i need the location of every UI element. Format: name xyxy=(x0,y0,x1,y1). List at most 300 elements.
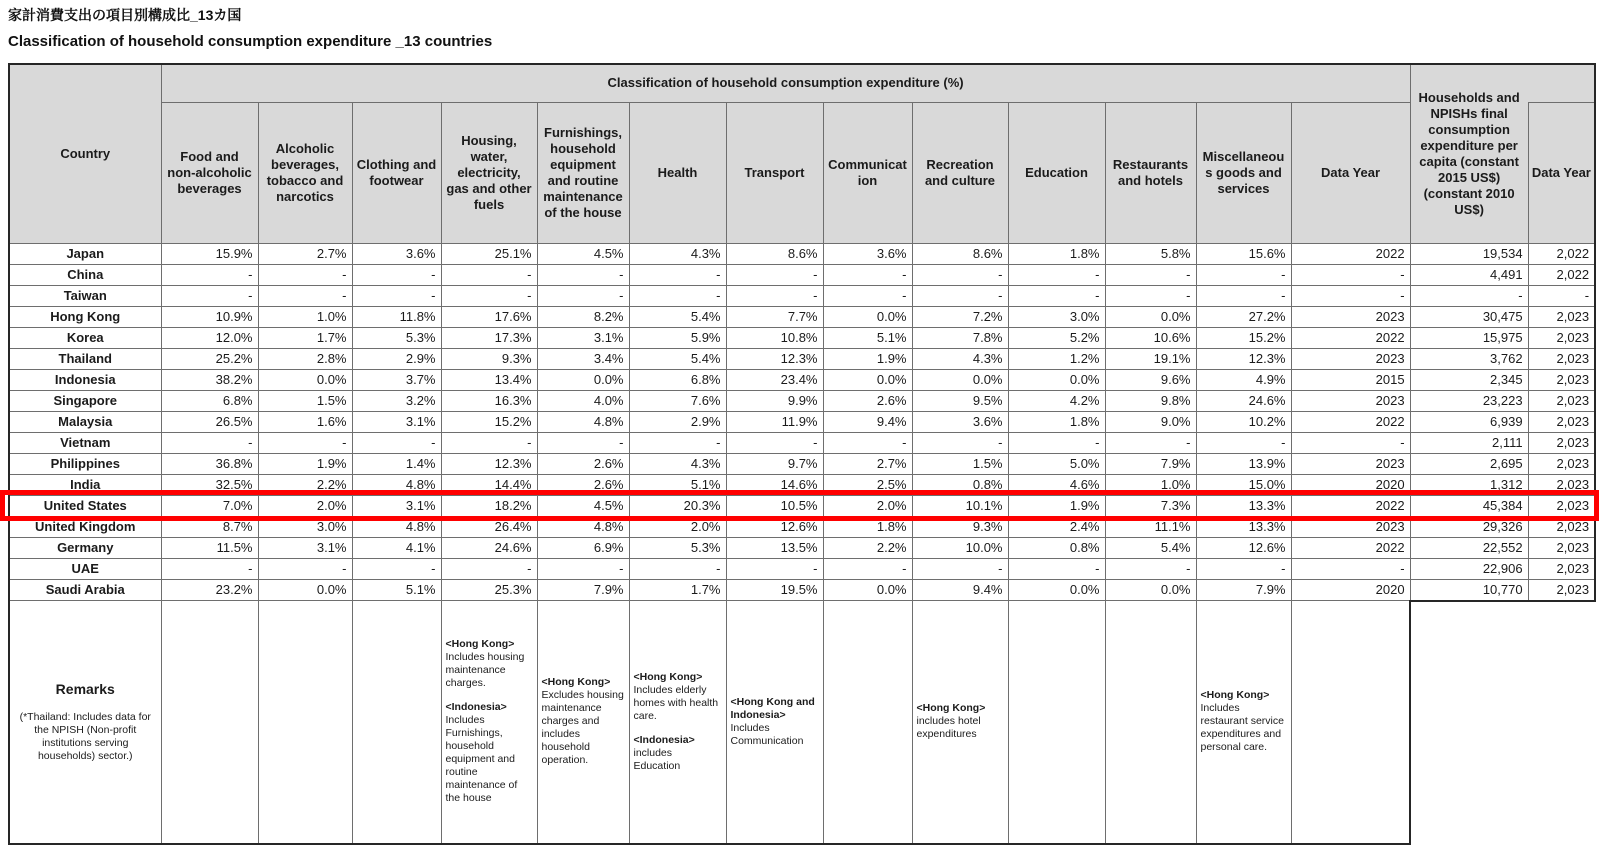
value-cell: 2,023 xyxy=(1528,348,1595,369)
title-japanese: 家計消費支出の項目別構成比_13カ国 xyxy=(8,7,242,23)
table-row xyxy=(9,306,1595,327)
value-cell: - xyxy=(537,285,629,306)
value-cell: 0.0% xyxy=(1008,579,1105,601)
value-cell: 0.0% xyxy=(1105,579,1196,601)
value-cell: - xyxy=(441,264,537,285)
value-cell: 9.7% xyxy=(726,453,823,474)
value-cell: 6.8% xyxy=(161,390,258,411)
value-cell: 3.4% xyxy=(537,348,629,369)
value-cell: 6.8% xyxy=(629,369,726,390)
country-cell: UAE xyxy=(9,558,161,579)
table-row xyxy=(9,285,1595,306)
value-cell: 23,223 xyxy=(1410,390,1528,411)
value-cell: 2023 xyxy=(1291,306,1410,327)
value-cell: 7.9% xyxy=(1105,453,1196,474)
value-cell: 36.8% xyxy=(161,453,258,474)
value-cell: - xyxy=(1291,264,1410,285)
table-row xyxy=(9,474,1595,495)
table-row xyxy=(9,264,1595,285)
value-cell: 1.9% xyxy=(823,348,912,369)
value-cell: - xyxy=(537,264,629,285)
value-cell: 0.0% xyxy=(1105,306,1196,327)
value-cell: 15.2% xyxy=(441,411,537,432)
value-cell: 10.2% xyxy=(1196,411,1291,432)
value-cell: - xyxy=(352,432,441,453)
table-row xyxy=(9,390,1595,411)
value-cell: 38.2% xyxy=(161,369,258,390)
value-cell: 4.2% xyxy=(1008,390,1105,411)
value-cell: 12.3% xyxy=(726,348,823,369)
value-cell: 2.2% xyxy=(823,537,912,558)
value-cell: - xyxy=(1008,432,1105,453)
table-row xyxy=(9,516,1595,537)
value-cell: 2022 xyxy=(1291,327,1410,348)
value-cell: - xyxy=(161,264,258,285)
header-group-row xyxy=(9,64,1595,102)
value-cell: 9.5% xyxy=(912,390,1008,411)
value-cell: 1.5% xyxy=(912,453,1008,474)
value-cell: 25.2% xyxy=(161,348,258,369)
remark-cell xyxy=(1105,601,1196,844)
value-cell: 7.0% xyxy=(161,495,258,516)
value-cell: 2.7% xyxy=(823,453,912,474)
value-cell: 9.9% xyxy=(726,390,823,411)
remark-cell xyxy=(258,601,352,844)
value-cell: 5.8% xyxy=(1105,243,1196,264)
column-header-expenditure: Households and NPISHs final consumption expenditure per capita (constant 2015 US$) (constant 2010 US$) xyxy=(1410,64,1528,243)
value-cell: 0.0% xyxy=(258,579,352,601)
value-cell: - xyxy=(258,264,352,285)
header-columns-row xyxy=(9,102,1595,243)
value-cell: 17.3% xyxy=(441,327,537,348)
remark-cell xyxy=(1291,601,1410,844)
value-cell: 2,023 xyxy=(1528,411,1595,432)
value-cell: 2,023 xyxy=(1528,432,1595,453)
country-cell: Japan xyxy=(9,243,161,264)
value-cell: 3.6% xyxy=(352,243,441,264)
value-cell: - xyxy=(258,432,352,453)
value-cell: 10.8% xyxy=(726,327,823,348)
value-cell: 5.2% xyxy=(1008,327,1105,348)
value-cell: - xyxy=(1008,558,1105,579)
value-cell: 2.5% xyxy=(823,474,912,495)
remark-cell xyxy=(352,601,441,844)
table-row xyxy=(9,327,1595,348)
value-cell: - xyxy=(441,285,537,306)
country-cell: China xyxy=(9,264,161,285)
table-row xyxy=(9,495,1595,516)
value-cell: 24.6% xyxy=(441,537,537,558)
country-cell: Taiwan xyxy=(9,285,161,306)
value-cell: - xyxy=(726,432,823,453)
value-cell: 16.3% xyxy=(441,390,537,411)
country-cell: Vietnam xyxy=(9,432,161,453)
value-cell: 4.8% xyxy=(537,411,629,432)
column-header-health: Health xyxy=(629,102,726,243)
value-cell: 9.8% xyxy=(1105,390,1196,411)
value-cell: 30,475 xyxy=(1410,306,1528,327)
value-cell: - xyxy=(161,285,258,306)
remark-cell xyxy=(1008,601,1105,844)
value-cell: - xyxy=(726,264,823,285)
value-cell: - xyxy=(629,558,726,579)
column-header-communication: Communication xyxy=(823,102,912,243)
value-cell: - xyxy=(1410,285,1528,306)
value-cell: 10.6% xyxy=(1105,327,1196,348)
value-cell: 8.6% xyxy=(726,243,823,264)
value-cell: 3.1% xyxy=(352,495,441,516)
value-cell: 7.2% xyxy=(912,306,1008,327)
value-cell: 2,023 xyxy=(1528,558,1595,579)
value-cell: 2.6% xyxy=(823,390,912,411)
value-cell: 2.0% xyxy=(629,516,726,537)
value-cell: 0.8% xyxy=(1008,537,1105,558)
column-header-food: Food and non-alcoholic beverages xyxy=(161,102,258,243)
value-cell: 1.2% xyxy=(1008,348,1105,369)
empty-region xyxy=(1410,601,1528,844)
value-cell: 2,023 xyxy=(1528,453,1595,474)
value-cell: 2,023 xyxy=(1528,390,1595,411)
table-body xyxy=(9,243,1595,844)
column-header-country: Country xyxy=(9,64,161,243)
value-cell: 5.3% xyxy=(629,537,726,558)
value-cell: 10,770 xyxy=(1410,579,1528,601)
value-cell: 0.0% xyxy=(912,369,1008,390)
value-cell: 1.7% xyxy=(258,327,352,348)
remark-cell xyxy=(823,601,912,844)
value-cell: 2.9% xyxy=(629,411,726,432)
value-cell: 5.1% xyxy=(352,579,441,601)
value-cell: 2,345 xyxy=(1410,369,1528,390)
country-cell: Singapore xyxy=(9,390,161,411)
table-row xyxy=(9,579,1595,601)
remarks-row xyxy=(9,601,1595,844)
country-cell: United Kingdom xyxy=(9,516,161,537)
value-cell: 4.9% xyxy=(1196,369,1291,390)
table-row xyxy=(9,243,1595,264)
value-cell: 9.4% xyxy=(823,411,912,432)
value-cell: 22,906 xyxy=(1410,558,1528,579)
value-cell: 15.9% xyxy=(161,243,258,264)
remark-cell: <Hong Kong> Includes housing maintenance charges. <Indonesia> Includes Furnishings, household equipment and routine maintenance of the house xyxy=(441,601,537,844)
value-cell: 2.7% xyxy=(258,243,352,264)
value-cell: 12.6% xyxy=(1196,537,1291,558)
value-cell: 5.1% xyxy=(629,474,726,495)
value-cell: - xyxy=(1291,558,1410,579)
column-header-alcohol: Alcoholic beverages, tobacco and narcotics xyxy=(258,102,352,243)
value-cell: 5.0% xyxy=(1008,453,1105,474)
value-cell: 15.2% xyxy=(1196,327,1291,348)
value-cell: 18.2% xyxy=(441,495,537,516)
empty-region xyxy=(1528,601,1595,844)
column-header-restaurants: Restaurants and hotels xyxy=(1105,102,1196,243)
remarks-label: Remarks xyxy=(55,680,115,697)
value-cell: 7.6% xyxy=(629,390,726,411)
value-cell: 3.1% xyxy=(537,327,629,348)
value-cell: - xyxy=(352,558,441,579)
value-cell: 11.8% xyxy=(352,306,441,327)
value-cell: 2,023 xyxy=(1528,495,1595,516)
table-row xyxy=(9,537,1595,558)
value-cell: 1.8% xyxy=(1008,243,1105,264)
value-cell: 7.8% xyxy=(912,327,1008,348)
value-cell: 14.6% xyxy=(726,474,823,495)
value-cell: - xyxy=(1196,264,1291,285)
column-header-transport: Transport xyxy=(726,102,823,243)
value-cell: 9.3% xyxy=(441,348,537,369)
column-header-miscellaneous: Miscellaneous goods and services xyxy=(1196,102,1291,243)
value-cell: - xyxy=(258,558,352,579)
value-cell: - xyxy=(1105,264,1196,285)
country-cell: Philippines xyxy=(9,453,161,474)
country-cell: Germany xyxy=(9,537,161,558)
value-cell: 1.5% xyxy=(258,390,352,411)
value-cell: 1.0% xyxy=(1105,474,1196,495)
column-header-education: Education xyxy=(1008,102,1105,243)
value-cell: 26.5% xyxy=(161,411,258,432)
value-cell: 23.4% xyxy=(726,369,823,390)
value-cell: 0.8% xyxy=(912,474,1008,495)
value-cell: 1.7% xyxy=(629,579,726,601)
value-cell: 2,023 xyxy=(1528,474,1595,495)
value-cell: 19.1% xyxy=(1105,348,1196,369)
value-cell: 9.3% xyxy=(912,516,1008,537)
value-cell: - xyxy=(912,432,1008,453)
value-cell: 5.4% xyxy=(629,348,726,369)
value-cell: - xyxy=(1196,285,1291,306)
country-cell: Malaysia xyxy=(9,411,161,432)
value-cell: 0.0% xyxy=(537,369,629,390)
value-cell: 2.9% xyxy=(352,348,441,369)
value-cell: 19.5% xyxy=(726,579,823,601)
value-cell: 2.8% xyxy=(258,348,352,369)
value-cell: 15,975 xyxy=(1410,327,1528,348)
value-cell: - xyxy=(823,558,912,579)
value-cell: - xyxy=(1105,285,1196,306)
expenditure-table xyxy=(8,63,1596,845)
table-row xyxy=(9,348,1595,369)
value-cell: 5.3% xyxy=(352,327,441,348)
value-cell: 13.5% xyxy=(726,537,823,558)
value-cell: 2020 xyxy=(1291,579,1410,601)
value-cell: 2,111 xyxy=(1410,432,1528,453)
value-cell: 27.2% xyxy=(1196,306,1291,327)
value-cell: 2.6% xyxy=(537,453,629,474)
value-cell: 4.1% xyxy=(352,537,441,558)
value-cell: 1.6% xyxy=(258,411,352,432)
value-cell: 7.7% xyxy=(726,306,823,327)
value-cell: 26.4% xyxy=(441,516,537,537)
column-header-data-year: Data Year xyxy=(1291,102,1410,243)
value-cell: - xyxy=(726,558,823,579)
value-cell: 29,326 xyxy=(1410,516,1528,537)
value-cell: 3.0% xyxy=(258,516,352,537)
value-cell: 2,695 xyxy=(1410,453,1528,474)
value-cell: 4.5% xyxy=(537,243,629,264)
value-cell: 4.3% xyxy=(629,243,726,264)
value-cell: 23.2% xyxy=(161,579,258,601)
value-cell: 3.6% xyxy=(912,411,1008,432)
value-cell: - xyxy=(1196,558,1291,579)
column-header-recreation: Recreation and culture xyxy=(912,102,1008,243)
value-cell: 11.5% xyxy=(161,537,258,558)
value-cell: 25.1% xyxy=(441,243,537,264)
value-cell: 24.6% xyxy=(1196,390,1291,411)
value-cell: 3,762 xyxy=(1410,348,1528,369)
value-cell: 2023 xyxy=(1291,390,1410,411)
value-cell: 2.0% xyxy=(823,495,912,516)
value-cell: - xyxy=(629,285,726,306)
value-cell: 10.0% xyxy=(912,537,1008,558)
value-cell: 2022 xyxy=(1291,411,1410,432)
value-cell: 3.6% xyxy=(823,243,912,264)
value-cell: 5.9% xyxy=(629,327,726,348)
value-cell: 0.0% xyxy=(823,306,912,327)
value-cell: - xyxy=(1291,432,1410,453)
remark-cell: <Hong Kong and Indonesia> Includes Communication xyxy=(726,601,823,844)
value-cell: 4.0% xyxy=(537,390,629,411)
value-cell: - xyxy=(352,264,441,285)
value-cell: 2,023 xyxy=(1528,579,1595,601)
value-cell: 8.7% xyxy=(161,516,258,537)
value-cell: 13.9% xyxy=(1196,453,1291,474)
value-cell: 2.2% xyxy=(258,474,352,495)
value-cell: 9.4% xyxy=(912,579,1008,601)
value-cell: 45,384 xyxy=(1410,495,1528,516)
country-cell: United States xyxy=(9,495,161,516)
value-cell: 9.0% xyxy=(1105,411,1196,432)
value-cell: 3.7% xyxy=(352,369,441,390)
value-cell: 2023 xyxy=(1291,453,1410,474)
value-cell: 17.6% xyxy=(441,306,537,327)
value-cell: 2022 xyxy=(1291,537,1410,558)
value-cell: - xyxy=(1291,285,1410,306)
value-cell: - xyxy=(258,285,352,306)
value-cell: 2023 xyxy=(1291,348,1410,369)
title-english: Classification of household consumption expenditure _13 countries xyxy=(8,33,493,50)
value-cell: 15.6% xyxy=(1196,243,1291,264)
value-cell: 0.0% xyxy=(823,579,912,601)
value-cell: 0.0% xyxy=(823,369,912,390)
value-cell: 8.6% xyxy=(912,243,1008,264)
value-cell: 4.6% xyxy=(1008,474,1105,495)
table-row xyxy=(9,558,1595,579)
remark-cell: <Hong Kong> Excludes housing maintenance charges and includes household operation. xyxy=(537,601,629,844)
value-cell: 14.4% xyxy=(441,474,537,495)
column-header-furnishings: Furnishings, household equipment and routine maintenance of the house xyxy=(537,102,629,243)
value-cell: 2022 xyxy=(1291,495,1410,516)
value-cell: 1.0% xyxy=(258,306,352,327)
column-header-clothing: Clothing and footwear xyxy=(352,102,441,243)
value-cell: 12.3% xyxy=(1196,348,1291,369)
value-cell: 1,312 xyxy=(1410,474,1528,495)
value-cell: - xyxy=(629,432,726,453)
value-cell: 2.6% xyxy=(537,474,629,495)
value-cell: - xyxy=(912,285,1008,306)
remarks-note: (*Thailand: Includes data for the NPISH (Non-profit institutions serving households) sector.) xyxy=(19,710,151,762)
value-cell: 2022 xyxy=(1291,243,1410,264)
value-cell: 2,023 xyxy=(1528,306,1595,327)
value-cell: 4.8% xyxy=(352,474,441,495)
value-cell: 2,023 xyxy=(1528,327,1595,348)
value-cell: 0.0% xyxy=(1008,369,1105,390)
value-cell: 6.9% xyxy=(537,537,629,558)
group-header: Classification of household consumption expenditure (%) xyxy=(161,64,1410,102)
value-cell: 4.3% xyxy=(912,348,1008,369)
value-cell: - xyxy=(1528,285,1595,306)
country-cell: Saudi Arabia xyxy=(9,579,161,601)
country-cell: India xyxy=(9,474,161,495)
value-cell: 8.2% xyxy=(537,306,629,327)
table-row xyxy=(9,411,1595,432)
value-cell: 1.9% xyxy=(1008,495,1105,516)
value-cell: - xyxy=(537,558,629,579)
value-cell: 20.3% xyxy=(629,495,726,516)
value-cell: - xyxy=(537,432,629,453)
value-cell: 4.3% xyxy=(629,453,726,474)
value-cell: 1.4% xyxy=(352,453,441,474)
value-cell: 13.3% xyxy=(1196,495,1291,516)
value-cell: 15.0% xyxy=(1196,474,1291,495)
remark-cell: <Hong Kong> Includes restaurant service expenditures and personal care. xyxy=(1196,601,1291,844)
table-row xyxy=(9,453,1595,474)
value-cell: 13.3% xyxy=(1196,516,1291,537)
value-cell: 1.8% xyxy=(823,516,912,537)
value-cell: - xyxy=(823,285,912,306)
header-gap-cell xyxy=(1528,64,1595,102)
value-cell: 5.4% xyxy=(1105,537,1196,558)
value-cell: 2.0% xyxy=(258,495,352,516)
value-cell: - xyxy=(912,558,1008,579)
value-cell: - xyxy=(1105,432,1196,453)
value-cell: 2,023 xyxy=(1528,369,1595,390)
value-cell: 7.9% xyxy=(537,579,629,601)
value-cell: 12.6% xyxy=(726,516,823,537)
remark-cell: <Hong Kong> includes hotel expenditures xyxy=(912,601,1008,844)
value-cell: 0.0% xyxy=(258,369,352,390)
value-cell: 4.8% xyxy=(537,516,629,537)
value-cell: 2,022 xyxy=(1528,243,1595,264)
column-header-data-year-2: Data Year xyxy=(1528,102,1595,243)
value-cell: 10.1% xyxy=(912,495,1008,516)
value-cell: 1.9% xyxy=(258,453,352,474)
value-cell: 4.5% xyxy=(537,495,629,516)
value-cell: 4,491 xyxy=(1410,264,1528,285)
value-cell: - xyxy=(629,264,726,285)
value-cell: 19,534 xyxy=(1410,243,1528,264)
country-cell: Hong Kong xyxy=(9,306,161,327)
value-cell: 4.8% xyxy=(352,516,441,537)
value-cell: 2015 xyxy=(1291,369,1410,390)
value-cell: - xyxy=(161,432,258,453)
country-cell: Thailand xyxy=(9,348,161,369)
value-cell: - xyxy=(161,558,258,579)
value-cell: 2020 xyxy=(1291,474,1410,495)
value-cell: 25.3% xyxy=(441,579,537,601)
value-cell: 13.4% xyxy=(441,369,537,390)
value-cell: 5.1% xyxy=(823,327,912,348)
value-cell: 7.9% xyxy=(1196,579,1291,601)
value-cell: - xyxy=(352,285,441,306)
value-cell: 3.0% xyxy=(1008,306,1105,327)
remark-cell: <Hong Kong> Includes elderly homes with health care. <Indonesia> includes Education xyxy=(629,601,726,844)
value-cell: 9.6% xyxy=(1105,369,1196,390)
value-cell: 3.1% xyxy=(258,537,352,558)
value-cell: - xyxy=(912,264,1008,285)
value-cell: 1.8% xyxy=(1008,411,1105,432)
value-cell: - xyxy=(441,558,537,579)
value-cell: 2,023 xyxy=(1528,516,1595,537)
